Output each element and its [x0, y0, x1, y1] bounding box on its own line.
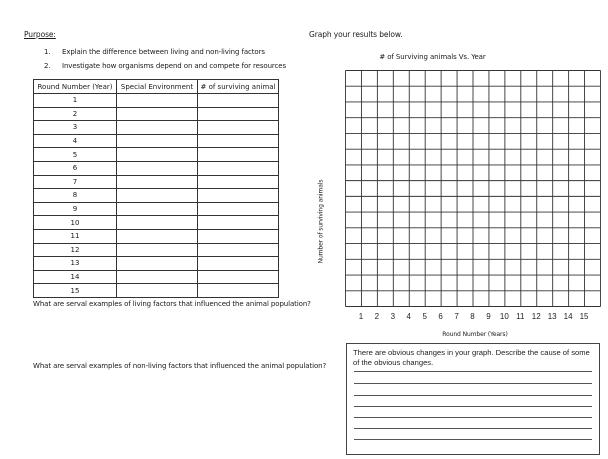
surviving-count-cell[interactable] [198, 257, 279, 271]
surviving-count-cell[interactable] [198, 94, 279, 108]
environment-cell[interactable] [117, 257, 198, 271]
x-axis-label: Round Number (Years) [442, 331, 508, 338]
environment-cell[interactable] [117, 270, 198, 284]
x-axis-ticks [345, 312, 605, 324]
graph-title: # of Surviving animals Vs. Year [379, 53, 486, 61]
surviving-count-cell[interactable] [198, 202, 279, 216]
x-tick-label: 9 [486, 312, 491, 321]
table-row [34, 134, 279, 148]
surviving-count-cell[interactable] [198, 107, 279, 121]
surviving-count-cell[interactable] [198, 216, 279, 230]
round-number-cell: 12 [34, 243, 117, 257]
table-row [34, 107, 279, 121]
round-number-cell: 4 [34, 134, 117, 148]
x-tick-label: 11 [516, 312, 525, 321]
surviving-count-cell[interactable] [198, 270, 279, 284]
x-tick-label: 12 [531, 312, 541, 321]
table-row [34, 148, 279, 162]
x-tick-label: 2 [374, 312, 380, 321]
x-tick-label: 15 [579, 312, 589, 321]
round-number-cell: 1 [34, 94, 117, 108]
environment-cell[interactable] [117, 216, 198, 230]
environment-cell[interactable] [117, 243, 198, 257]
x-tick-label: 3 [390, 312, 396, 321]
x-tick-label: 6 [438, 312, 443, 321]
environment-cell[interactable] [117, 202, 198, 216]
header-special-environment: Special Environment [117, 80, 198, 94]
surviving-count-cell[interactable] [198, 243, 279, 257]
environment-cell[interactable] [117, 148, 198, 162]
round-number-cell: 13 [34, 257, 117, 271]
x-tick-label: 7 [454, 312, 459, 321]
table-row [34, 202, 279, 216]
table-row [34, 243, 279, 257]
writing-line[interactable] [354, 439, 592, 440]
round-number-cell: 2 [34, 107, 117, 121]
x-tick-label: 10 [499, 312, 509, 321]
environment-cell[interactable] [117, 229, 198, 243]
purpose-heading: Purpose: [24, 30, 56, 39]
x-tick-label: 13 [547, 312, 557, 321]
table-row [34, 175, 279, 189]
header-surviving-animals: # of surviving animal [198, 80, 279, 94]
goal-number: 1. [44, 48, 51, 56]
writing-line[interactable] [354, 406, 592, 407]
description-prompt: There are obvious changes in your graph. Describe the cause of some of the obvious changes. [353, 348, 590, 367]
round-number-cell: 11 [34, 229, 117, 243]
environment-cell[interactable] [117, 94, 198, 108]
surviving-count-cell[interactable] [198, 121, 279, 135]
surviving-count-cell[interactable] [198, 134, 279, 148]
question-nonliving-factors: What are serval examples of non-living factors that influenced the animal population? [33, 362, 327, 370]
header-round-number: Round Number (Year) [34, 80, 117, 94]
environment-cell[interactable] [117, 121, 198, 135]
writing-line[interactable] [354, 371, 592, 372]
round-number-cell: 15 [34, 284, 117, 298]
surviving-count-cell[interactable] [198, 284, 279, 298]
environment-cell[interactable] [117, 107, 198, 121]
purpose-goals [44, 48, 286, 76]
surviving-count-cell[interactable] [198, 161, 279, 175]
writing-line[interactable] [354, 428, 592, 429]
y-axis-label: Number of surviving animals [317, 179, 325, 264]
graph-grid [345, 70, 601, 308]
round-number-cell: 9 [34, 202, 117, 216]
description-box [346, 343, 600, 455]
table-row [34, 257, 279, 271]
goal-text: Investigate how organisms depend on and compete for resources [62, 62, 287, 70]
question-living-factors: What are serval examples of living factors that influenced the animal population? [33, 300, 311, 308]
table-row [34, 284, 279, 298]
x-tick-label: 5 [422, 312, 427, 321]
surviving-count-cell[interactable] [198, 189, 279, 203]
results-table [33, 79, 279, 298]
x-tick-label: 8 [470, 312, 475, 321]
goal-text: Explain the difference between living and non-living factors [62, 48, 265, 56]
round-number-cell: 5 [34, 148, 117, 162]
goal-item [44, 48, 286, 56]
surviving-count-cell[interactable] [198, 229, 279, 243]
round-number-cell: 14 [34, 270, 117, 284]
round-number-cell: 6 [34, 161, 117, 175]
goal-item [44, 62, 286, 70]
table-row [34, 161, 279, 175]
environment-cell[interactable] [117, 189, 198, 203]
environment-cell[interactable] [117, 161, 198, 175]
round-number-cell: 3 [34, 121, 117, 135]
environment-cell[interactable] [117, 284, 198, 298]
goal-number: 2. [44, 62, 51, 70]
round-number-cell: 8 [34, 189, 117, 203]
surviving-count-cell[interactable] [198, 148, 279, 162]
round-number-cell: 10 [34, 216, 117, 230]
x-tick-label: 4 [406, 312, 411, 321]
writing-line[interactable] [354, 383, 592, 384]
environment-cell[interactable] [117, 134, 198, 148]
table-row [34, 94, 279, 108]
table-row [34, 121, 279, 135]
x-tick-label: 14 [563, 312, 573, 321]
table-row [34, 229, 279, 243]
graph-heading: Graph your results below. [309, 30, 403, 39]
writing-line[interactable] [354, 395, 592, 396]
table-row [34, 216, 279, 230]
round-number-cell: 7 [34, 175, 117, 189]
table-row [34, 270, 279, 284]
table-header-row [34, 80, 279, 94]
table-row [34, 189, 279, 203]
grid-lines [346, 71, 601, 307]
environment-cell[interactable] [117, 175, 198, 189]
surviving-count-cell[interactable] [198, 175, 279, 189]
x-tick-label: 1 [358, 312, 364, 321]
writing-line[interactable] [354, 417, 592, 418]
